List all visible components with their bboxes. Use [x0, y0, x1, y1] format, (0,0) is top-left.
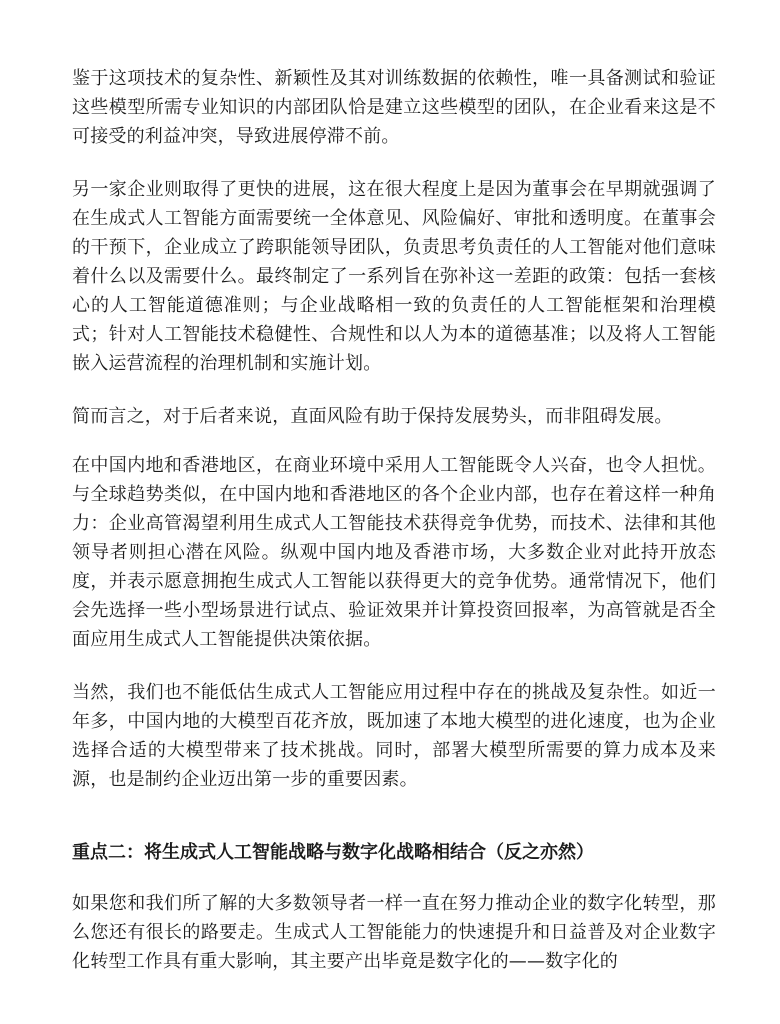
paragraph-board-intervention: 另一家企业则取得了更快的进展，这在很大程度上是因为董事会在早期就强调了在生成式人工智能方面需要统一全体意见、风险偏好、审批和透明度。在董事会的干预下，企业成立了跨职能领导团队，负责思考负责任的人工智能对他们意味着什么以及需要什么。最终制定了一系列旨在弥补这一差距的政策：包括一套核心的人工智能道德准则；与企业战略相一致的负责任的人工智能框架和治理模式；针对人工智能技术稳健性、合规性和以人为本的道德基准；以及将人工智能嵌入运营流程的治理机制和实施计划。 — [72, 179, 716, 374]
paragraph-china-hongkong: 在中国内地和香港地区，在商业环境中采用人工智能既令人兴奋，也令人担忧。与全球趋势类似，在中国内地和香港地区的各个企业内部，也存在着这样一种角力：企业高管渴望利用生成式人工智能技术获得竞争优势，而技术、法律和其他领导者则担心潜在风险。纵观中国内地及香港市场，大多数企业对此持开放态度，并表示愿意拥抱生成式人工智能以获得更大的竞争优势。通常情况下，他们会先选择一些小型场景进行试点、验证效果并计算投资回报率，为高管就是否全面应用生成式人工智能提供决策依据。 — [72, 455, 716, 650]
paragraph-digital-transformation: 如果您和我们所了解的大多数领导者一样一直在努力推动企业的数字化转型，那么您还有很长的路要走。生成式人工智能能力的快速提升和日益普及对企业数字化转型工作具有重大影响，其主要产出毕竟是数字化的——数字化的 — [72, 893, 716, 972]
paragraph-conflict-of-interest: 鉴于这项技术的复杂性、新颖性及其对训练数据的依赖性，唯一具备测试和验证这些模型所需专业知识的内部团队恰是建立这些模型的团队，在企业看来这是不可接受的利益冲突，导致进展停滞不前。 — [72, 68, 716, 147]
paragraph-summary: 简而言之，对于后者来说，直面风险有助于保持发展势头，而非阻碍发展。 — [72, 406, 673, 427]
paragraph-challenges: 当然，我们也不能低估生成式人工智能应用过程中存在的挑战及复杂性。如近一年多，中国内地的大模型百花齐放，既加速了本地大模型的进化速度，也为企业选择合适的大模型带来了技术挑战。同时，部署大模型所需要的算力成本及来源，也是制约企业迈出第一步的重要因素。 — [72, 682, 716, 790]
section-heading: 重点二：将生成式人工智能战略与数字化战略相结合（反之亦然） — [72, 842, 594, 863]
